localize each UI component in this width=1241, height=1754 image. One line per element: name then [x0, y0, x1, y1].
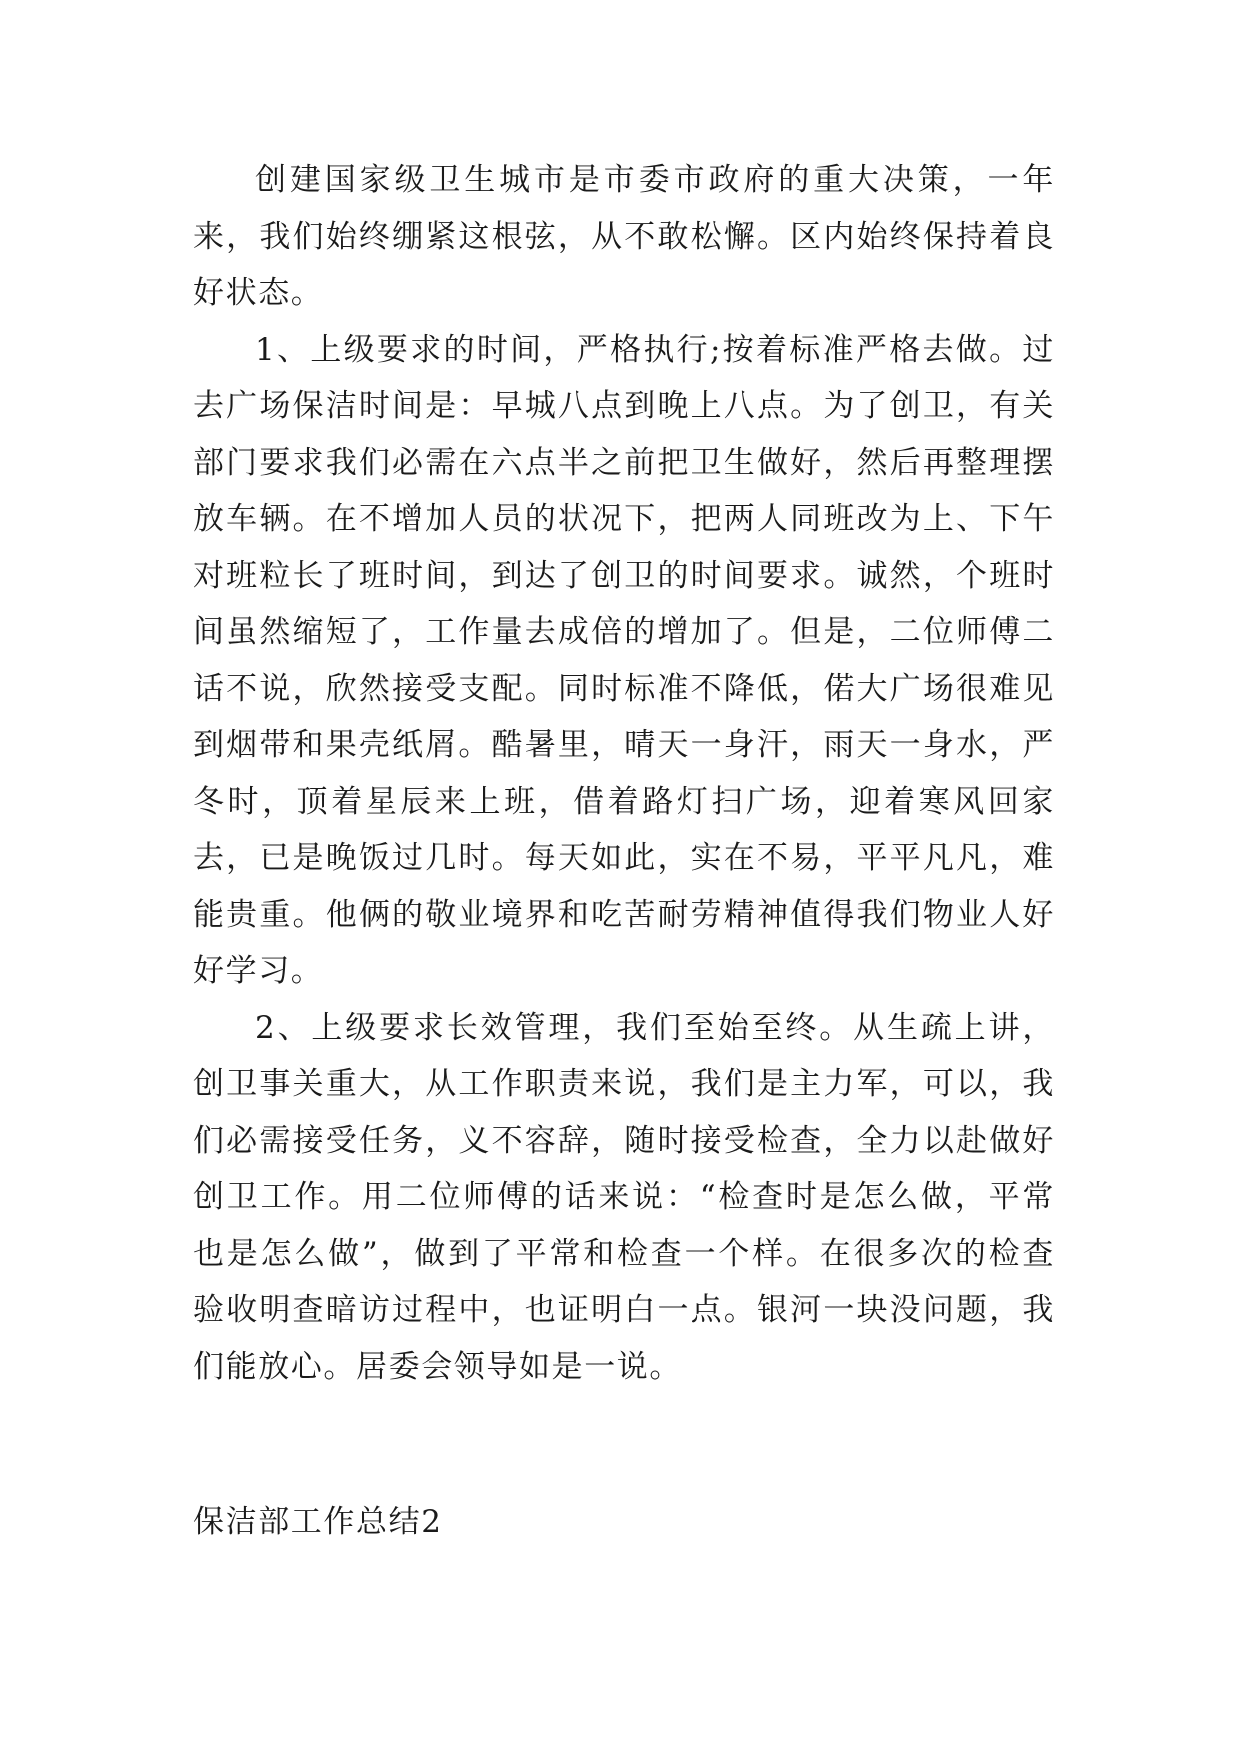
paragraph-intro: 创建国家级卫生城市是市委市政府的重大决策，一年来，我们始终绷紧这根弦，从不敢松懈。区内始终保持着良好状态。	[193, 162, 1055, 311]
paragraph-item-1: 1、上级要求的时间，严格执行;按着标准严格去做。过去广场保洁时间是：早城八点到晚上八点。为了创卫，有关部门要求我们必需在六点半之前把卫生做好，然后再整理摆放车辆。在不增加人员的状况下，把两人同班改为上、下午对班粒长了班时间，到达了创卫的时间要求。诚然，个班时间虽然缩短了，工作量去成倍的增加了。但是，二位师傅二话不说，欣然接受支配。同时标准不降低，偌大广场很难见到烟带和果壳纸屑。酷暑里，晴天一身汗，雨天一身水，严冬时，顶着星辰来上班，借着路灯扫广场，迎着寒风回家去，已是晚饭过几时。每天如此，实在不易，平平凡凡，难能贵重。他俩的敬业境界和吃苦耐劳精神值得我们物业人好好学习。	[193, 331, 1055, 989]
section-heading: 保洁部工作总结2	[193, 1504, 443, 1540]
paragraph-item-2: 2、上级要求长效管理，我们至始至终。从生疏上讲，创卫事关重大，从工作职责来说，我们是主力军，可以，我们必需接受任务，义不容辞，随时接受检查，全力以赴做好创卫工作。用二位师傅的话来说：“检查时是怎么做，平常也是怎么做”，做到了平常和检查一个样。在很多次的检查验收明查暗访过程中，也证明白一点。银河一块没问题，我们能放心。居委会领导如是一说。	[193, 1009, 1055, 1385]
document-body	[193, 152, 1055, 1395]
